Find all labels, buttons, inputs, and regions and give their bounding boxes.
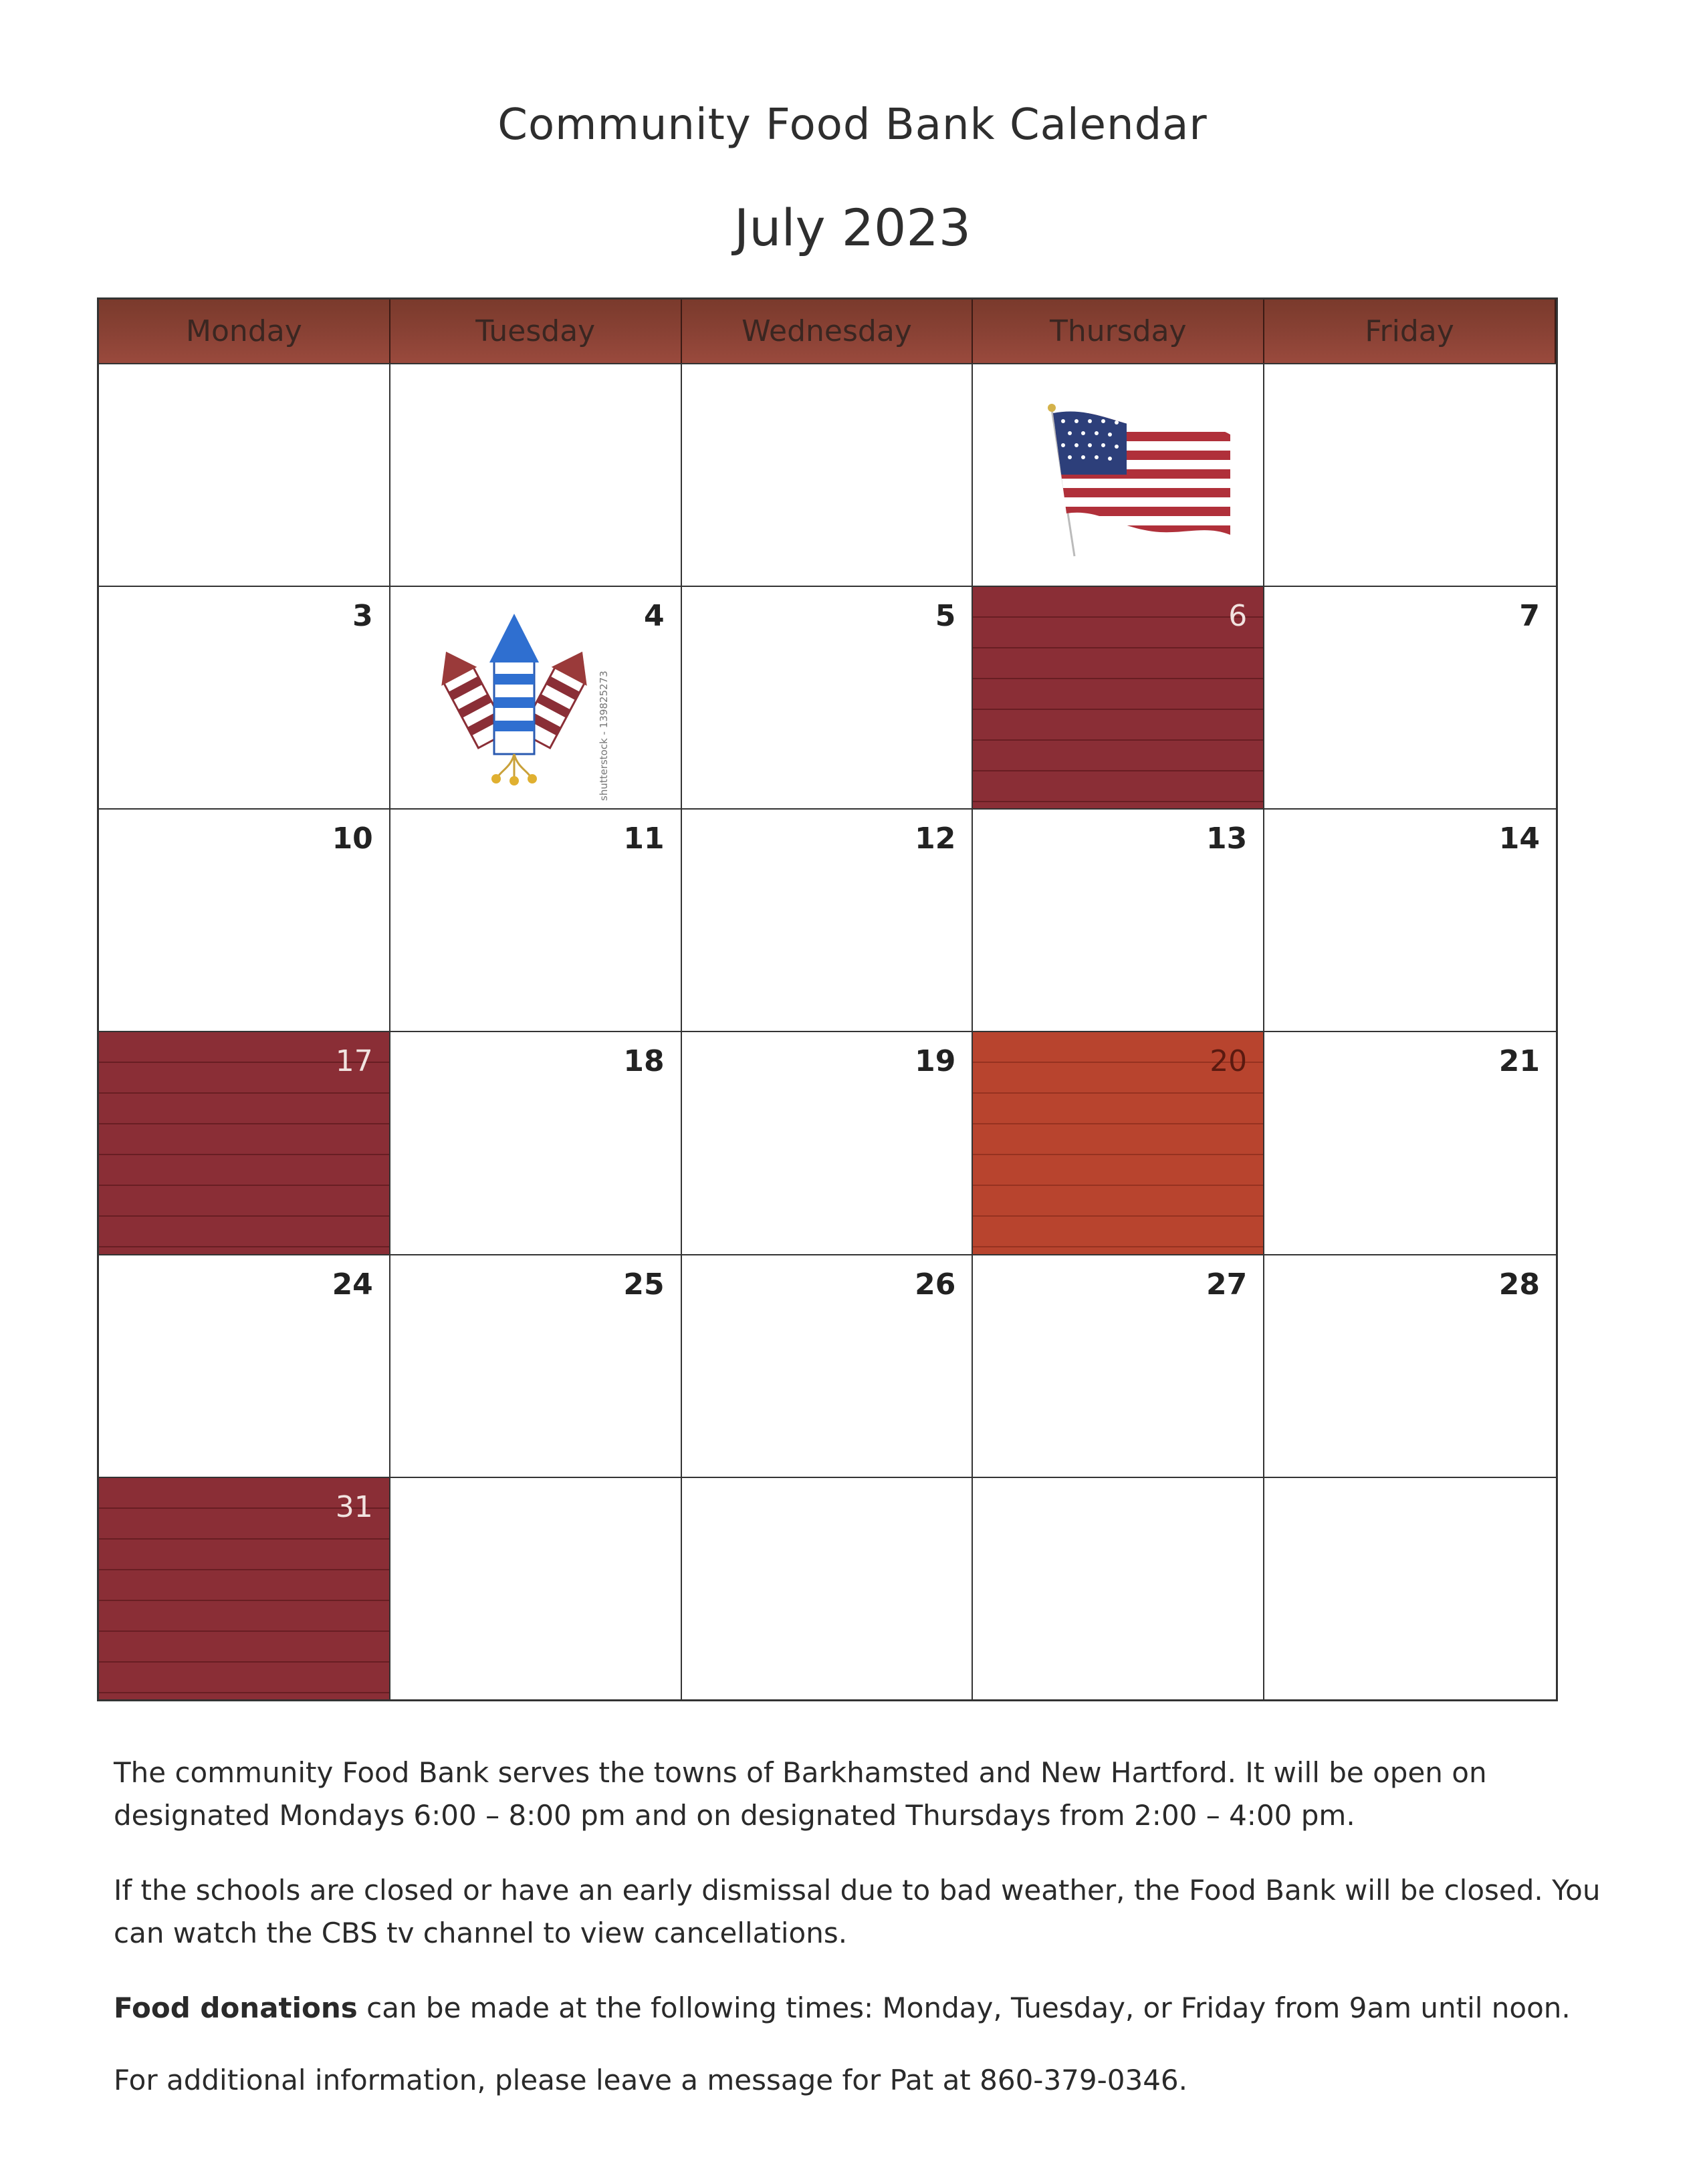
day-cell-26 [682,1254,974,1477]
day-number: 27 [1206,1267,1248,1302]
day-cell-13 [973,808,1264,1031]
day-cell-21 [1264,1031,1556,1253]
day-cell-10 [99,808,390,1031]
day-cell-empty [682,1477,974,1699]
day-cell-5 [682,586,974,808]
american-flag-icon [1046,401,1234,562]
day-number: 5 [935,599,956,634]
day-cell-6-open [973,586,1264,808]
calendar-title: Community Food Bank Calendar [497,100,1208,150]
day-number: 14 [1498,822,1540,856]
day-cell-7 [1264,586,1556,808]
day-number: 20 [1210,1044,1248,1079]
contact-note: For additional information, please leave a message for Pat at 860-379-0346. [114,2064,1188,2096]
day-number: 13 [1206,822,1248,856]
day-cell-empty [973,1477,1264,1699]
day-number: 4 [643,599,665,634]
day-cell-flag [973,363,1264,586]
day-cell-empty [1264,1477,1556,1699]
day-cell-19 [682,1031,974,1253]
day-cell-18 [390,1031,682,1253]
day-number: 24 [332,1267,373,1302]
donations-heading: Food donations [114,1991,358,2024]
day-cell-28 [1264,1254,1556,1477]
weekday-header-tuesday: Tuesday [390,299,682,363]
day-number: 12 [915,822,956,856]
weekday-header-thursday: Thursday [973,299,1264,363]
day-cell-20-open [973,1031,1264,1253]
day-cell-27 [973,1254,1264,1477]
day-number: 17 [335,1044,373,1079]
day-cell-empty [390,363,682,586]
day-cell-14 [1264,808,1556,1031]
month-title: July 2023 [733,198,972,257]
day-cell-11 [390,808,682,1031]
donations-times: can be made at the following times: Monday, Tuesday, or Friday from 9am until noon. [357,1991,1571,2024]
weekday-header-wednesday: Wednesday [682,299,974,363]
day-number: 7 [1519,599,1540,634]
day-cell-25 [390,1254,682,1477]
day-cell-empty [1264,363,1556,586]
day-number: 11 [623,822,665,856]
donations-note [114,1987,1645,2030]
day-cell-empty [99,363,390,586]
day-number: 26 [915,1267,956,1302]
day-number: 19 [915,1044,956,1079]
fireworks-rockets-icon [431,610,598,791]
image-credit: shutterstock - 139825273 [597,671,610,802]
day-cell-12 [682,808,974,1031]
weather-closure-note: If the schools are closed or have an early dismissal due to bad weather, the Food Bank will be closed. You can watch the CBS tv channel to view cancellations. [114,1874,1601,1949]
day-number: 6 [1228,599,1248,634]
day-cell-31-open [99,1477,390,1699]
day-cell-empty [682,363,974,586]
day-cell-4 [390,586,682,808]
day-cell-24 [99,1254,390,1477]
day-number: 25 [623,1267,665,1302]
day-cell-17-open [99,1031,390,1253]
day-cell-3 [99,586,390,808]
weekday-header-friday: Friday [1264,299,1556,363]
day-number: 31 [335,1489,373,1524]
day-number: 21 [1498,1044,1540,1079]
day-number: 10 [332,822,373,856]
service-area-note: The community Food Bank serves the towns of Barkhamsted and New Hartford. It will be open on designated Mondays 6:00 – 8:00 pm and on designated Thursdays from 2:00 – 4:00 pm. [114,1756,1487,1832]
calendar-grid [97,297,1558,1701]
day-number: 3 [352,599,373,634]
day-cell-empty [390,1477,682,1699]
day-number: 28 [1498,1267,1540,1302]
day-number: 18 [623,1044,665,1079]
weekday-header-monday: Monday [99,299,390,363]
